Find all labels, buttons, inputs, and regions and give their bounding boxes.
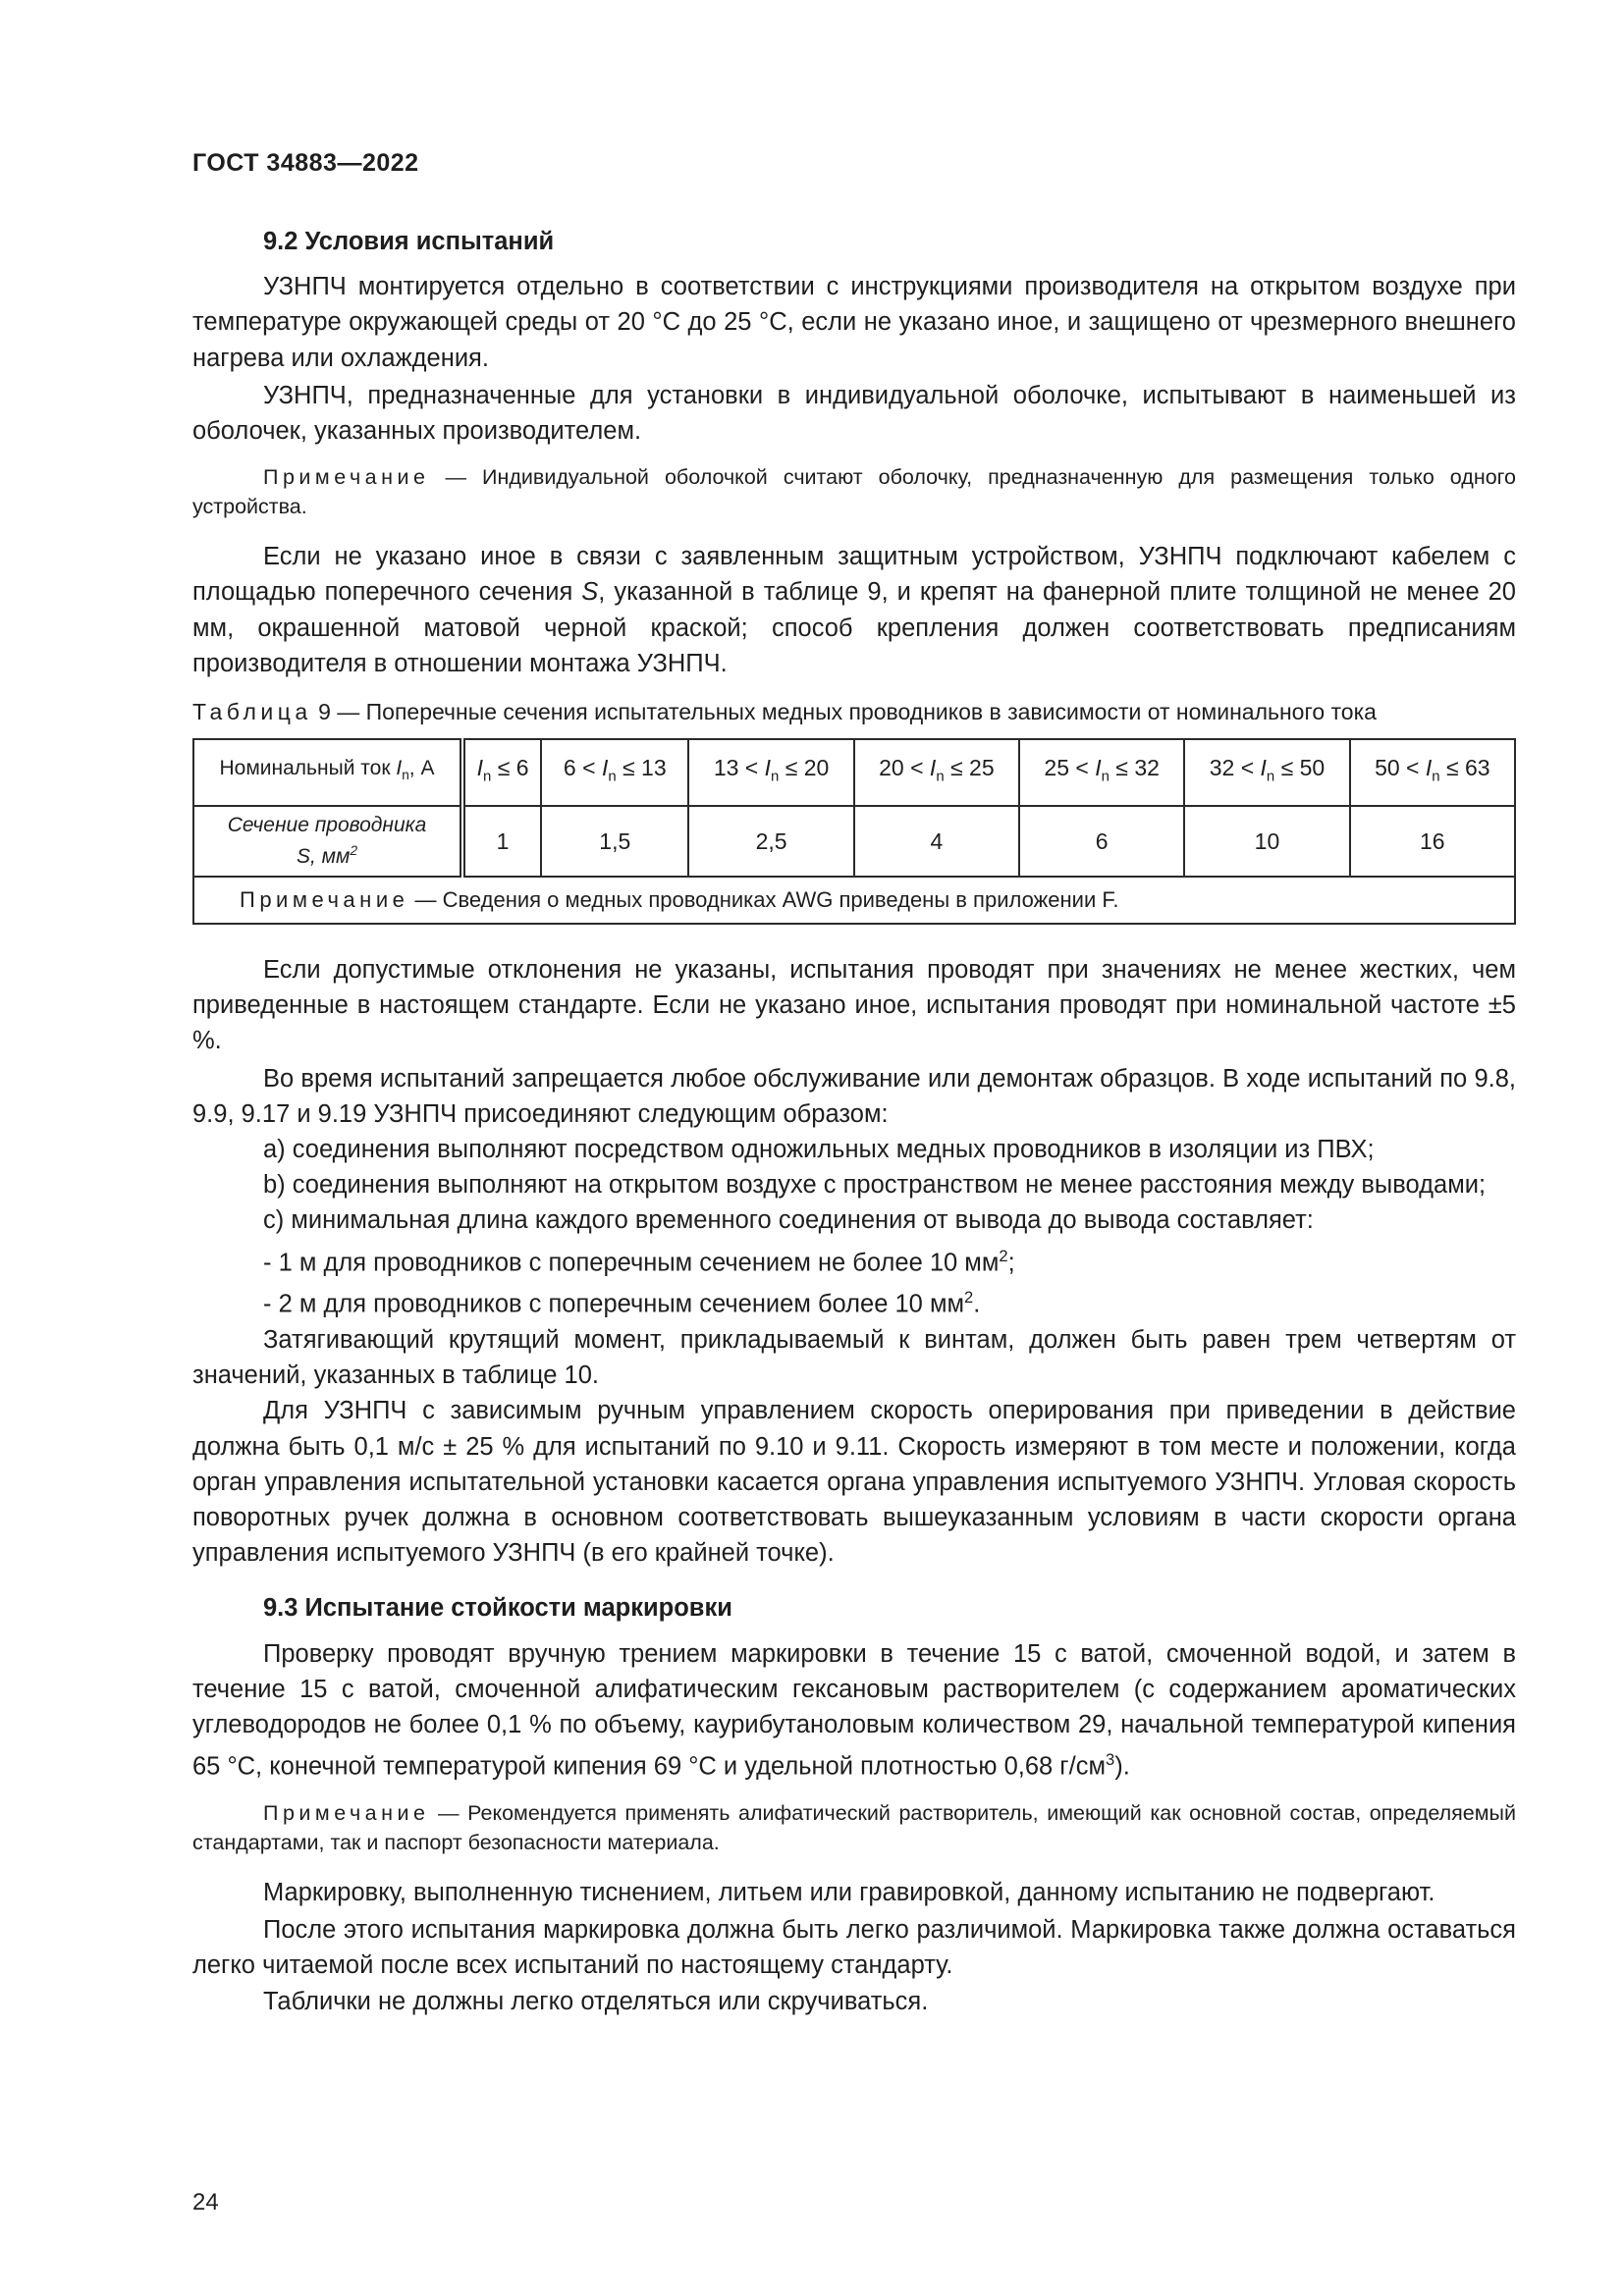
note-text: — Индивидуальной оболочкой считают оболочку, предназначенную для размещения только одного устройства. (192, 465, 1516, 519)
current-range-cell (1350, 739, 1515, 806)
subscript: n (1101, 768, 1110, 785)
row-header-current (193, 739, 462, 806)
current-range-cell (688, 739, 853, 806)
current-range-cell (541, 739, 688, 806)
table-row (193, 877, 1515, 924)
paragraph: Если допустимые отклонения не указаны, испытания проводят при значениях не менее жестких, чем приведенные в настоящем стандарте. Если не указано иное, испытания проводят при номинальной частоте ±5 %. (192, 956, 1516, 1055)
paragraph: Затягивающий крутящий момент, прикладываемый к винтам, должен быть равен трем четвертям от значений, указанных в таблице 10. (192, 1326, 1516, 1390)
section-cell: 1 (462, 806, 541, 877)
text-run: Проверку проводят вручную трением маркировки в течение 15 с ватой, смоченной водой, и затем в течение 15 с ватой, смоченной алифатическим гексановым растворителем (с содержанием ароматических углеводородов не более 0,1 % по объему, каурибутаноловым количеством 29, начальной температурой кипения 65 °С, конечной температурой кипения 69 °С и удельной плотностью 0,68 г/см (192, 1639, 1516, 1781)
symbol-i: I (764, 755, 772, 781)
symbol-i: I (929, 755, 937, 781)
section-cell: 6 (1019, 806, 1184, 877)
symbol-i: I (601, 755, 609, 781)
list-item: c) минимальная длина каждого временного соединения от вывода до вывода составляет: (263, 1206, 1314, 1235)
table-row (193, 806, 1515, 877)
table-9 (192, 738, 1516, 925)
note-label: Примечание (263, 465, 430, 490)
text-run: Если не указано иное в связи с заявленным защитным устройством, УЗНПЧ подключают кабелем с площадью поперечного сечения (192, 543, 1516, 607)
section-9-2-heading: 9.2 Условия испытаний (263, 228, 555, 255)
list-item (263, 1280, 1516, 1322)
subscript: n (483, 768, 492, 785)
page-number: 24 (192, 2189, 219, 2216)
paragraph: После этого испытания маркировка должна быть легко различимой. Маркировка также должна оставаться легко читаемой после всех испытаний по настоящему стандарту. (192, 1916, 1516, 1980)
superscript: 3 (1105, 1750, 1115, 1770)
note-text: — Рекомендуется применять алифатический растворитель, имеющий как основной состав, определяемый стандартами, так и паспорт безопасности материала. (192, 1801, 1516, 1854)
section-cell: 10 (1184, 806, 1349, 877)
table-9-caption (192, 697, 1516, 726)
current-range-cell (1184, 739, 1349, 806)
subscript: n (1266, 768, 1275, 785)
subscript: n (771, 768, 780, 785)
superscript: 2 (964, 1288, 974, 1308)
text-run: ≤ 50 (1274, 755, 1326, 781)
current-range-cell (1019, 739, 1184, 806)
label-text: , А (408, 757, 435, 780)
text-run: - 1 м для проводников с поперечным сечением не более 10 мм (263, 1249, 1000, 1277)
text-run: 50 < (1375, 755, 1426, 781)
symbol-i: I (1425, 755, 1433, 781)
symbol-i: I (1095, 755, 1102, 781)
document-header: ГОСТ 34883—2022 (192, 149, 419, 177)
paragraph (192, 539, 1516, 681)
list-item: b) соединения выполняют на открытом воздухе с пространством не менее расстояния между выводами; (263, 1171, 1487, 1200)
symbol-i: I (476, 755, 483, 781)
text-run: 6 < (563, 755, 602, 781)
current-range-cell (854, 739, 1019, 806)
paragraph: Для УЗНПЧ с зависимым ручным управлением скорость оперирования при приведении в действие должна быть 0,1 м/с ± 25 % для испытаний по 9.10 и 9.11. Скорость измеряют в том месте и положении, когда орган управления испытательной установки касается органа управления испытуемого УЗНПЧ. Угловая скорость поворотных ручек должна в основном соответствовать вышеуказанным условиям в части скорости органа управления испытуемого УЗНПЧ (в его крайней точке). (192, 1397, 1516, 1568)
text-run: ≤ 20 (779, 755, 830, 781)
section-cell: 1,5 (541, 806, 688, 877)
label-text: S, мм (296, 845, 351, 869)
paragraph: Таблички не должны легко отделяться или скручиваться. (263, 1987, 929, 2015)
caption-text: 9 — Поперечные сечения испытательных медных проводников в зависимости от номинального тока (311, 699, 1377, 725)
text-run: ≤ 63 (1439, 755, 1490, 781)
superscript: 2 (350, 843, 358, 859)
text-run: ≤ 25 (944, 755, 995, 781)
superscript: 2 (999, 1246, 1008, 1265)
text-run: ; (1007, 1249, 1015, 1277)
current-range-cell (462, 739, 541, 806)
caption-label: Таблица (192, 699, 312, 725)
subscript: n (1432, 768, 1440, 785)
table-note (193, 877, 1515, 924)
label-text: Номинальный ток (219, 757, 397, 780)
text-run: . (973, 1290, 981, 1318)
paragraph: Маркировку, выполненную тиснением, литьем или гравировкой, данному испытанию не подвергают. (263, 1879, 1435, 1906)
paragraph: УЗНПЧ монтируется отдельно в соответствии с инструкциями производителя на открытом воздухе при температуре окружающей среды от 20 °С до 25 °С, если не указано иное, и защищено от чрезмерного внешнего нагрева или охлаждения. (192, 273, 1516, 372)
text-run: - 2 м для проводников с поперечным сечением более 10 мм (263, 1290, 965, 1318)
note (192, 462, 1516, 521)
section-cell: 16 (1350, 806, 1515, 877)
text-run: ≤ 6 (491, 755, 529, 781)
paragraph: Во время испытаний запрещается любое обслуживание или демонтаж образцов. В ходе испытаний по 9.8, 9.9, 9.17 и 9.19 УЗНПЧ присоединяют следующим образом: (192, 1064, 1516, 1128)
row-header-section (193, 806, 462, 877)
note-label: Примечание (240, 886, 409, 912)
symbol-i: I (1260, 755, 1267, 781)
text-run: ≤ 32 (1109, 755, 1160, 781)
paragraph (192, 1636, 1516, 1785)
page-content (192, 224, 1516, 2019)
text-run: ≤ 13 (616, 755, 667, 781)
symbol-s: S (581, 578, 599, 607)
section-cell: 4 (854, 806, 1019, 877)
note-label: Примечание (263, 1801, 430, 1825)
note-text: — Сведения о медных проводниках AWG приведены в приложении F. (408, 886, 1119, 912)
list-item: a) соединения выполняют посредством одножильных медных проводников в изоляции из ПВХ; (263, 1136, 1375, 1164)
text-run: 32 < (1209, 755, 1261, 781)
subscript: n (936, 768, 945, 785)
text-run: 20 < (879, 755, 930, 781)
section-cell: 2,5 (688, 806, 853, 877)
text-run: 13 < (713, 755, 765, 781)
list-item (263, 1239, 1516, 1281)
text-run: 25 < (1044, 755, 1096, 781)
table-row (193, 739, 1515, 806)
text-run: , указанной в таблице 9, и крепят на фанерной плите толщиной не менее 20 мм, окрашенной матовой черной краской; способ крепления должен соответствовать предписаниям производителя в отношении монтажа УЗНПЧ. (192, 578, 1516, 677)
subscript: n (608, 768, 617, 785)
section-9-3-heading: 9.3 Испытание стойкости маркировки (263, 1594, 732, 1623)
note (192, 1798, 1516, 1857)
paragraph: УЗНПЧ, предназначенные для установки в индивидуальной оболочке, испытывают в наименьшей из оболочек, указанных производителем. (192, 381, 1516, 446)
symbol-i: I (396, 757, 403, 780)
text-run: ). (1114, 1752, 1130, 1781)
subscript: n (402, 768, 409, 783)
label-text: Сечение проводника (227, 814, 427, 837)
